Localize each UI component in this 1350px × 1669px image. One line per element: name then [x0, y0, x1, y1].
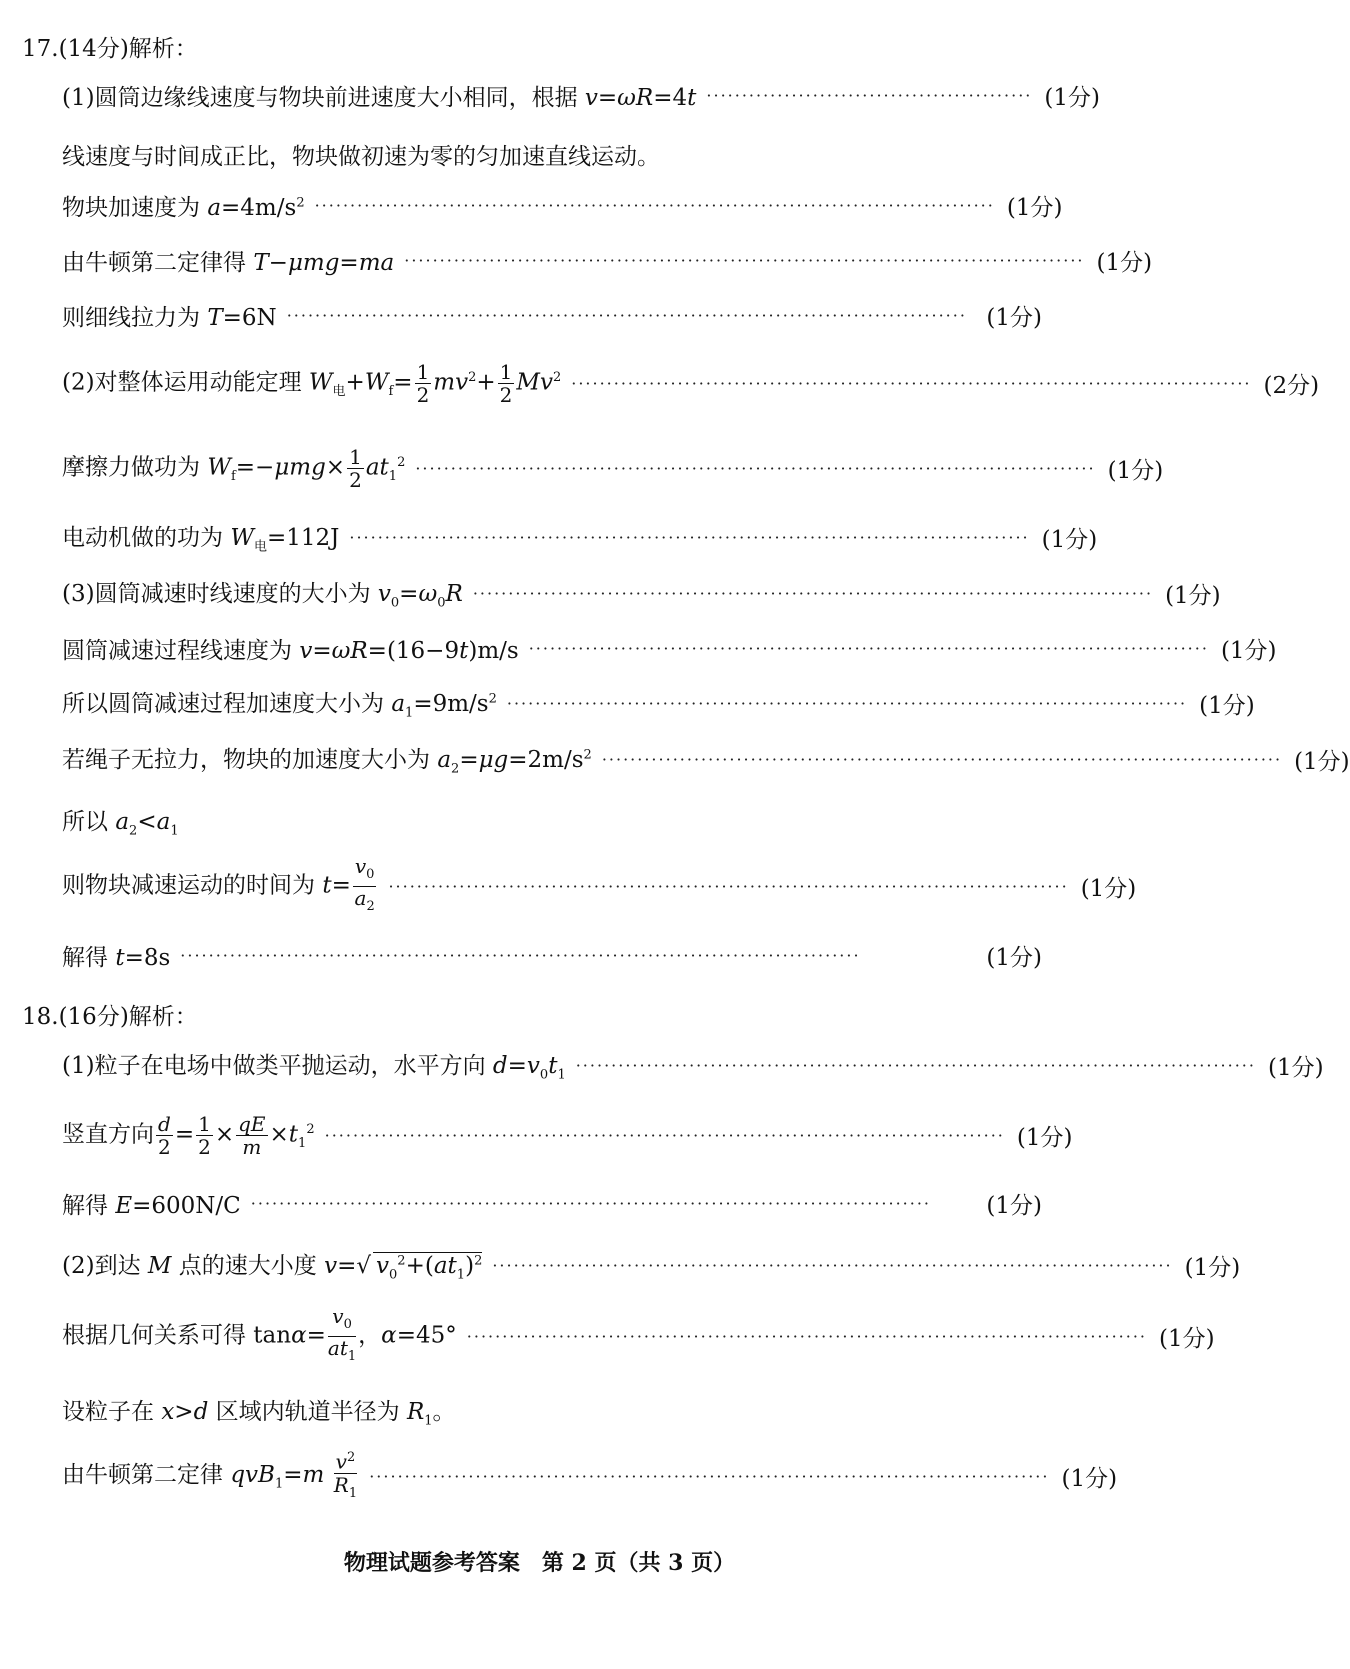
score: (1分) — [1006, 194, 1063, 221]
line-text: 若绳子无拉力，物块的加速度大小为 $a_2=\mu g=2m/s^2$ — [62, 747, 592, 777]
q17-line-7 — [62, 440, 1164, 496]
q18-line-2 — [62, 1107, 1073, 1163]
line-text: 由牛顿第二定律 qvB$_1$=m $\frac{v^2}{R_1}$ — [62, 1447, 369, 1505]
score: (1分) — [1184, 1254, 1241, 1281]
dot-leader: ································································································ — [286, 305, 967, 325]
score: (1分) — [1061, 1465, 1118, 1492]
score: (1分) — [1016, 1124, 1073, 1151]
score: (1分) — [986, 304, 1042, 331]
dot-leader: ································································································ — [466, 1326, 1148, 1346]
q17-line-2: 线速度与时间成正比，物块做初速为零的匀加速直线运动。 — [62, 144, 660, 170]
score: (1分) — [986, 944, 1042, 971]
score: (1分) — [986, 1192, 1042, 1219]
q17-line-11 — [62, 688, 1255, 721]
q17-heading: 17.(14分)解析： — [22, 36, 198, 62]
dot-leader: ································································································ — [575, 1055, 1256, 1075]
q18-line-4 — [62, 1250, 1241, 1283]
score: (1分) — [1159, 1325, 1215, 1352]
dot-leader: ································································································ — [369, 1466, 1050, 1486]
line-text: 摩擦力做功为 $W_f=-\mu mg\times$ $\frac{1}{2}$ $at_1^2$ — [62, 444, 406, 492]
q18-line-3 — [62, 1188, 1042, 1218]
q17-line-12 — [62, 744, 1350, 777]
q18-line-1 — [62, 1050, 1324, 1083]
q17-line-10 — [62, 633, 1277, 664]
q17-line-6 — [62, 355, 1320, 411]
dot-leader: ·············································· — [706, 85, 1033, 105]
line-text: 根据几何关系可得 tanα= $\frac{v_0}{at_1}$ ，α=45° — [62, 1303, 457, 1364]
q17-line-1 — [62, 80, 1100, 111]
score: (1分) — [1107, 457, 1164, 484]
line-text: 则物块减速运动的时间为 t= $\frac{v_0}{a_2}$ — [62, 853, 375, 914]
q17-line-4 — [62, 245, 1153, 276]
q17-line-13: 所以 $a_2<a_1$ — [62, 809, 179, 839]
dot-leader: ································································································ — [250, 1193, 932, 1213]
line-text: 物块加速度为 $a=4m/s^2$ — [62, 194, 305, 221]
page-footer: 物理试题参考答案 第 2 页（共 3 页） — [343, 1550, 736, 1576]
score: (1分) — [1096, 249, 1153, 276]
dot-leader: ································································································ — [415, 458, 1096, 478]
dot-leader: ································································································ — [314, 195, 995, 215]
line-text: 则细线拉力为 T=6N — [62, 304, 277, 331]
q17-line-15 — [62, 940, 1042, 970]
dot-leader: ································································································ — [404, 250, 1085, 270]
score: (1分) — [1165, 582, 1221, 609]
line-text: (2)到达 M 点的速大小度 v=√ $v_0^2+(at_1)^2$ — [62, 1253, 483, 1283]
line-text: 竖直方向 $\frac{d}{2}$ = $\frac{1}{2}$ × $\frac{qE}{m}$ $\times t_1^2$ — [62, 1111, 315, 1159]
line-text: 电动机做的功为 $W_电=112J$ — [62, 525, 340, 555]
line-text: 所以圆筒减速过程加速度大小为 $a_1=9m/s^2$ — [62, 691, 497, 721]
score: (1分) — [1267, 1054, 1324, 1081]
score: (1分) — [1220, 637, 1277, 664]
q17-line-8 — [62, 522, 1098, 555]
line-text: 解得 t=8s — [62, 944, 171, 971]
score: (1分) — [1294, 748, 1350, 775]
line-text: (1)粒子在电场中做类平抛运动，水平方向 $d=v_0t_1$ — [62, 1053, 566, 1083]
line-text: (2)对整体运用动能定理 $W_电+W_f=$ $\frac{1}{2}$ $mv^2+$ $\frac{1}{2}$ Mv$^2$ — [62, 359, 562, 407]
dot-leader: ································································································ — [571, 373, 1252, 393]
score: (1分) — [1199, 692, 1255, 719]
q17-line-14 — [62, 853, 1137, 914]
q18-line-7 — [62, 1448, 1118, 1504]
q17-line-5 — [62, 300, 1042, 330]
score: (2分) — [1263, 372, 1320, 399]
q18-line-5 — [62, 1303, 1215, 1364]
dot-leader: ································································································ — [324, 1125, 1005, 1145]
q17-line-9 — [62, 578, 1221, 611]
line-text: 解得 E=600N/C — [62, 1192, 241, 1219]
dot-leader: ································································································ — [180, 945, 861, 965]
score: (1分) — [1080, 875, 1137, 902]
dot-leader: ································································································ — [601, 749, 1283, 769]
dot-leader: ································································································ — [349, 527, 1030, 547]
dot-leader: ································································································ — [388, 876, 1069, 896]
dot-leader: ································································································ — [472, 583, 1154, 603]
score: (1分) — [1041, 526, 1098, 553]
q18-heading: 18.(16分)解析： — [22, 1004, 198, 1030]
dot-leader: ································································································ — [528, 638, 1209, 658]
line-text: (1)圆筒边缘线速度与物块前进速度大小相同，根据 v=ωR=4t — [62, 84, 697, 111]
q18-line-6: 设粒子在 x>d 区域内轨道半径为 $R_1$。 — [62, 1399, 456, 1429]
line-text: 由牛顿第二定律得 T−μmg=ma — [62, 249, 395, 276]
line-text: (3)圆筒减速时线速度的大小为 $v_0=\omega_0R$ — [62, 581, 463, 611]
q17-line-3 — [62, 190, 1063, 221]
dot-leader: ································································································ — [506, 693, 1188, 713]
score: (1分) — [1044, 84, 1100, 111]
line-text: 圆筒减速过程线速度为 v=ωR=(16−9t)m/s — [62, 637, 519, 664]
dot-leader: ································································································ — [492, 1255, 1173, 1275]
